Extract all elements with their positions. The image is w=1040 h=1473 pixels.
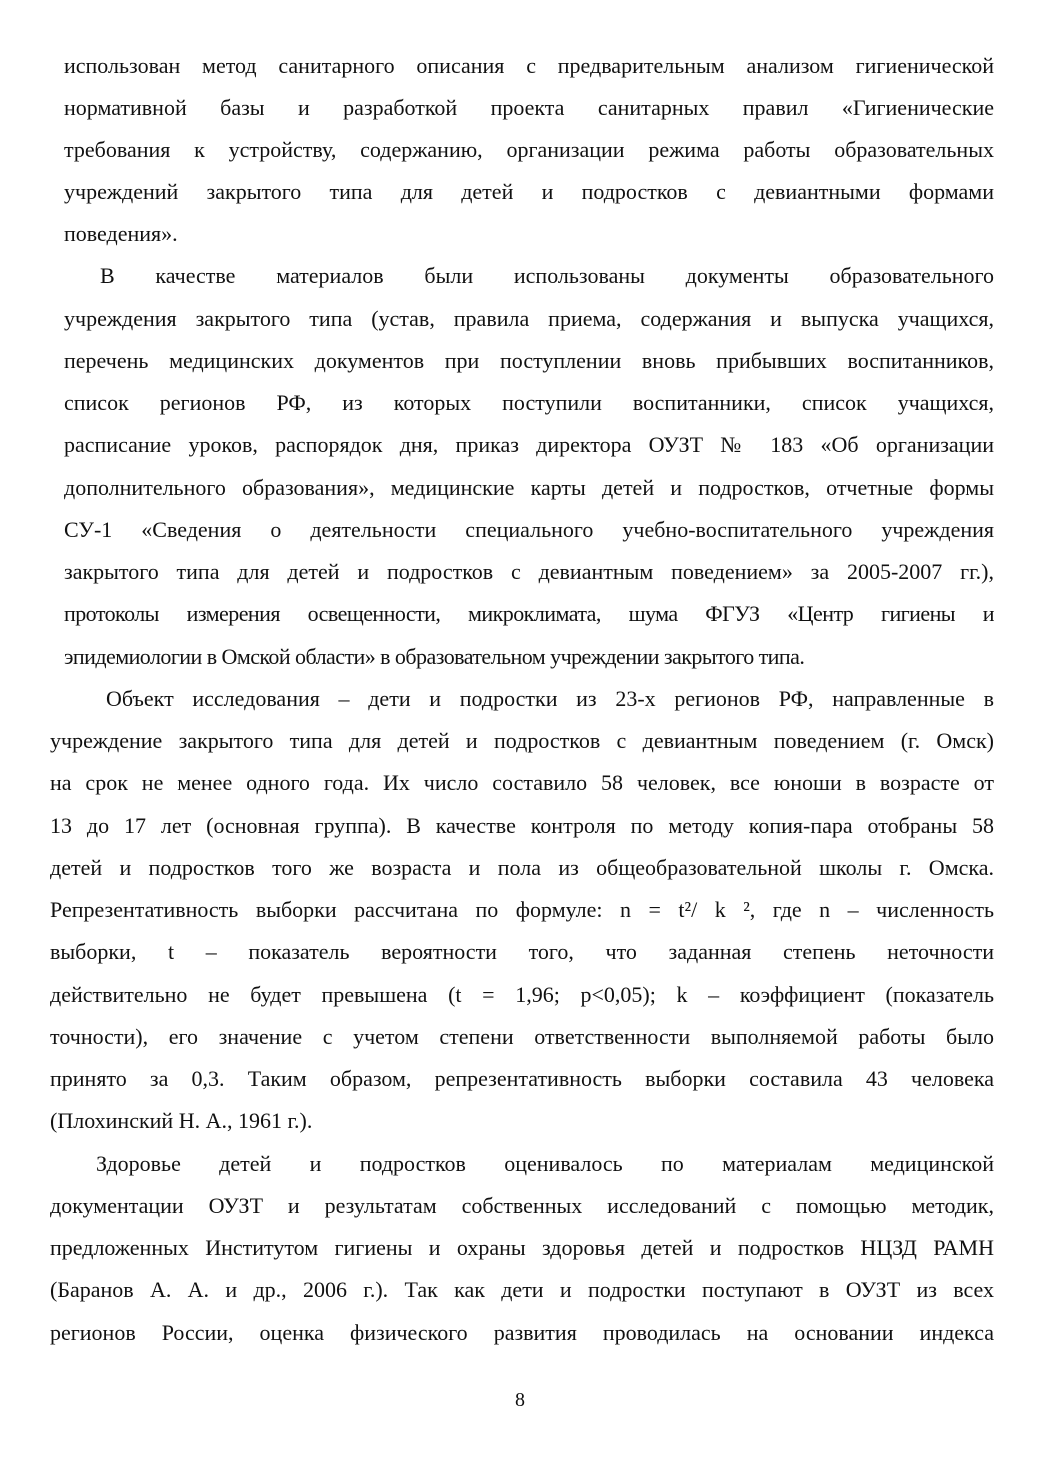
text-line: закрытого типа для детей и подростков с девиантным поведением» за 2005-2007 гг.), [64, 559, 994, 584]
text-line: документации ОУЗТ и результатам собственных исследований с помощью методик, [50, 1193, 994, 1218]
text-line: нормативной базы и разработкой проекта санитарных правил «Гигиенические [64, 95, 994, 120]
text-line: использован метод санитарного описания с предварительным анализом гигиенической [64, 53, 994, 78]
text-line: требования к устройству, содержанию, организации режима работы образовательных [64, 137, 994, 162]
text-line: расписание уроков, распорядок дня, приказ директора ОУЗТ № 183 «Об организации [64, 432, 994, 457]
text-line: на срок не менее одного года. Их число составило 58 человек, все юноши в возрасте от [50, 770, 994, 795]
text-line: регионов России, оценка физического развития проводилась на основании индекса [50, 1320, 994, 1345]
text-line: действительно не будет превышена (t = 1,96; p<0,05); k – коэффициент (показатель [50, 982, 994, 1007]
text-line: поведения». [64, 221, 178, 246]
text-line: протоколы измерения освещенности, микроклимата, шума ФГУЗ «Центр гигиены и [64, 601, 994, 626]
text-line: принято за 0,3. Таким образом, репрезентативность выборки составила 43 человека [50, 1066, 994, 1091]
text-line: Репрезентативность выборки рассчитана по формуле: n = t²/ k ², где n – численность [50, 897, 994, 922]
text-line: (Плохинский Н. А., 1961 г.). [50, 1108, 313, 1133]
text-line: список регионов РФ, из которых поступили воспитанники, список учащихся, [64, 390, 994, 415]
text-line: 13 до 17 лет (основная группа). В качестве контроля по методу копия-пара отобраны 58 [50, 813, 994, 838]
text-line: Объект исследования – дети и подростки из 23-х регионов РФ, направленные в [106, 686, 994, 711]
text-line: (Баранов А. А. и др., 2006 г.). Так как дети и подростки поступают в ОУЗТ из всех [50, 1277, 994, 1302]
page-number: 8 [515, 1389, 525, 1411]
text-line: перечень медицинских документов при поступлении вновь прибывших воспитанников, [64, 348, 994, 373]
text-line: точности), его значение с учетом степени ответственности выполняемой работы было [50, 1024, 994, 1049]
text-line: СУ-1 «Сведения о деятельности специального учебно-воспитательного учреждения [64, 517, 994, 542]
text-line: предложенных Институтом гигиены и охраны здоровья детей и подростков НЦЗД РАМН [50, 1235, 994, 1260]
text-line: выборки, t – показатель вероятности того, что заданная степень неточности [50, 939, 994, 964]
text-line: дополнительного образования», медицинские карты детей и подростков, отчетные формы [64, 475, 994, 500]
text-line: детей и подростков того же возраста и пола из общеобразовательной школы г. Омска. [50, 855, 994, 880]
text-line: эпидемиологии в Омской области» в образовательном учреждении закрытого типа. [64, 644, 805, 669]
text-line: учреждение закрытого типа для детей и подростков с девиантным поведением (г. Омск) [50, 728, 994, 753]
text-line: учреждения закрытого типа (устав, правила приема, содержания и выпуска учащихся, [64, 306, 994, 331]
text-line: В качестве материалов были использованы документы образовательного [100, 263, 994, 288]
text-line: Здоровье детей и подростков оценивалось по материалам медицинской [96, 1151, 994, 1176]
text-line: учреждений закрытого типа для детей и подростков с девиантными формами [64, 179, 994, 204]
